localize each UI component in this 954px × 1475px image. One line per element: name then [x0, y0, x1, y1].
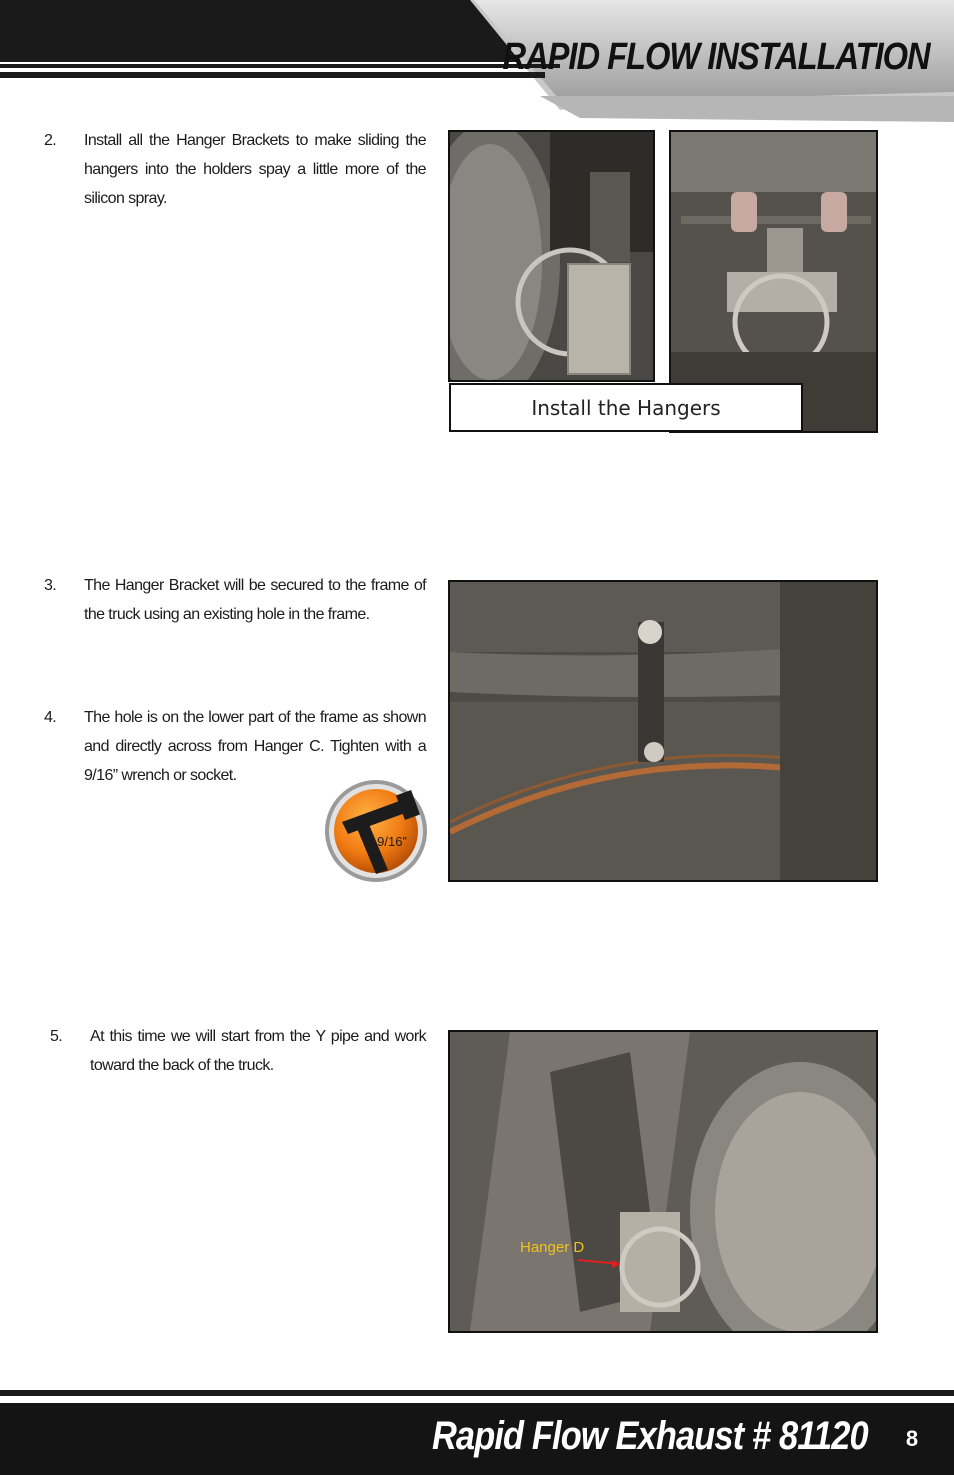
step-5	[50, 1022, 426, 1080]
page-number: 8	[905, 1426, 919, 1451]
step-number: 2.	[44, 132, 57, 149]
step-text: Install all the Hanger Brackets to make sliding the hangers into the holders spay a little more of the silicon spray.	[84, 132, 426, 207]
footer-stripe	[0, 1390, 954, 1396]
page-title: RAPID FLOW INSTALLATION	[502, 36, 930, 78]
step-number: 5.	[50, 1028, 63, 1045]
photo-hanger-d	[448, 1030, 878, 1333]
step-text: The Hanger Bracket will be secured to the frame of the truck using an existing hole in the frame.	[84, 577, 426, 623]
footer-title: Rapid Flow Exhaust # 81120	[432, 1414, 868, 1458]
step-number: 3.	[44, 577, 57, 594]
header-stripe	[0, 72, 545, 78]
header-stripe	[0, 64, 560, 68]
step-number: 4.	[44, 709, 57, 726]
step-text: At this time we will start from the Y pipe and work toward the back of the truck.	[90, 1028, 426, 1074]
wrench-size-badge	[322, 778, 430, 884]
hanger-d-label: Hanger D	[520, 1239, 585, 1256]
step-3	[44, 571, 426, 629]
photo-caption: Install the Hangers	[449, 383, 803, 432]
step-2	[44, 126, 426, 213]
step-text: The hole is on the lower part of the frame as shown and directly across from Hanger C. Tighten with a 9/16” wrench or socket.	[84, 709, 426, 784]
wrench-size-label: 9/16”	[377, 834, 407, 849]
step-4	[44, 703, 426, 790]
photo-hanger-left	[448, 130, 655, 382]
photo-frame-bracket	[448, 580, 878, 882]
